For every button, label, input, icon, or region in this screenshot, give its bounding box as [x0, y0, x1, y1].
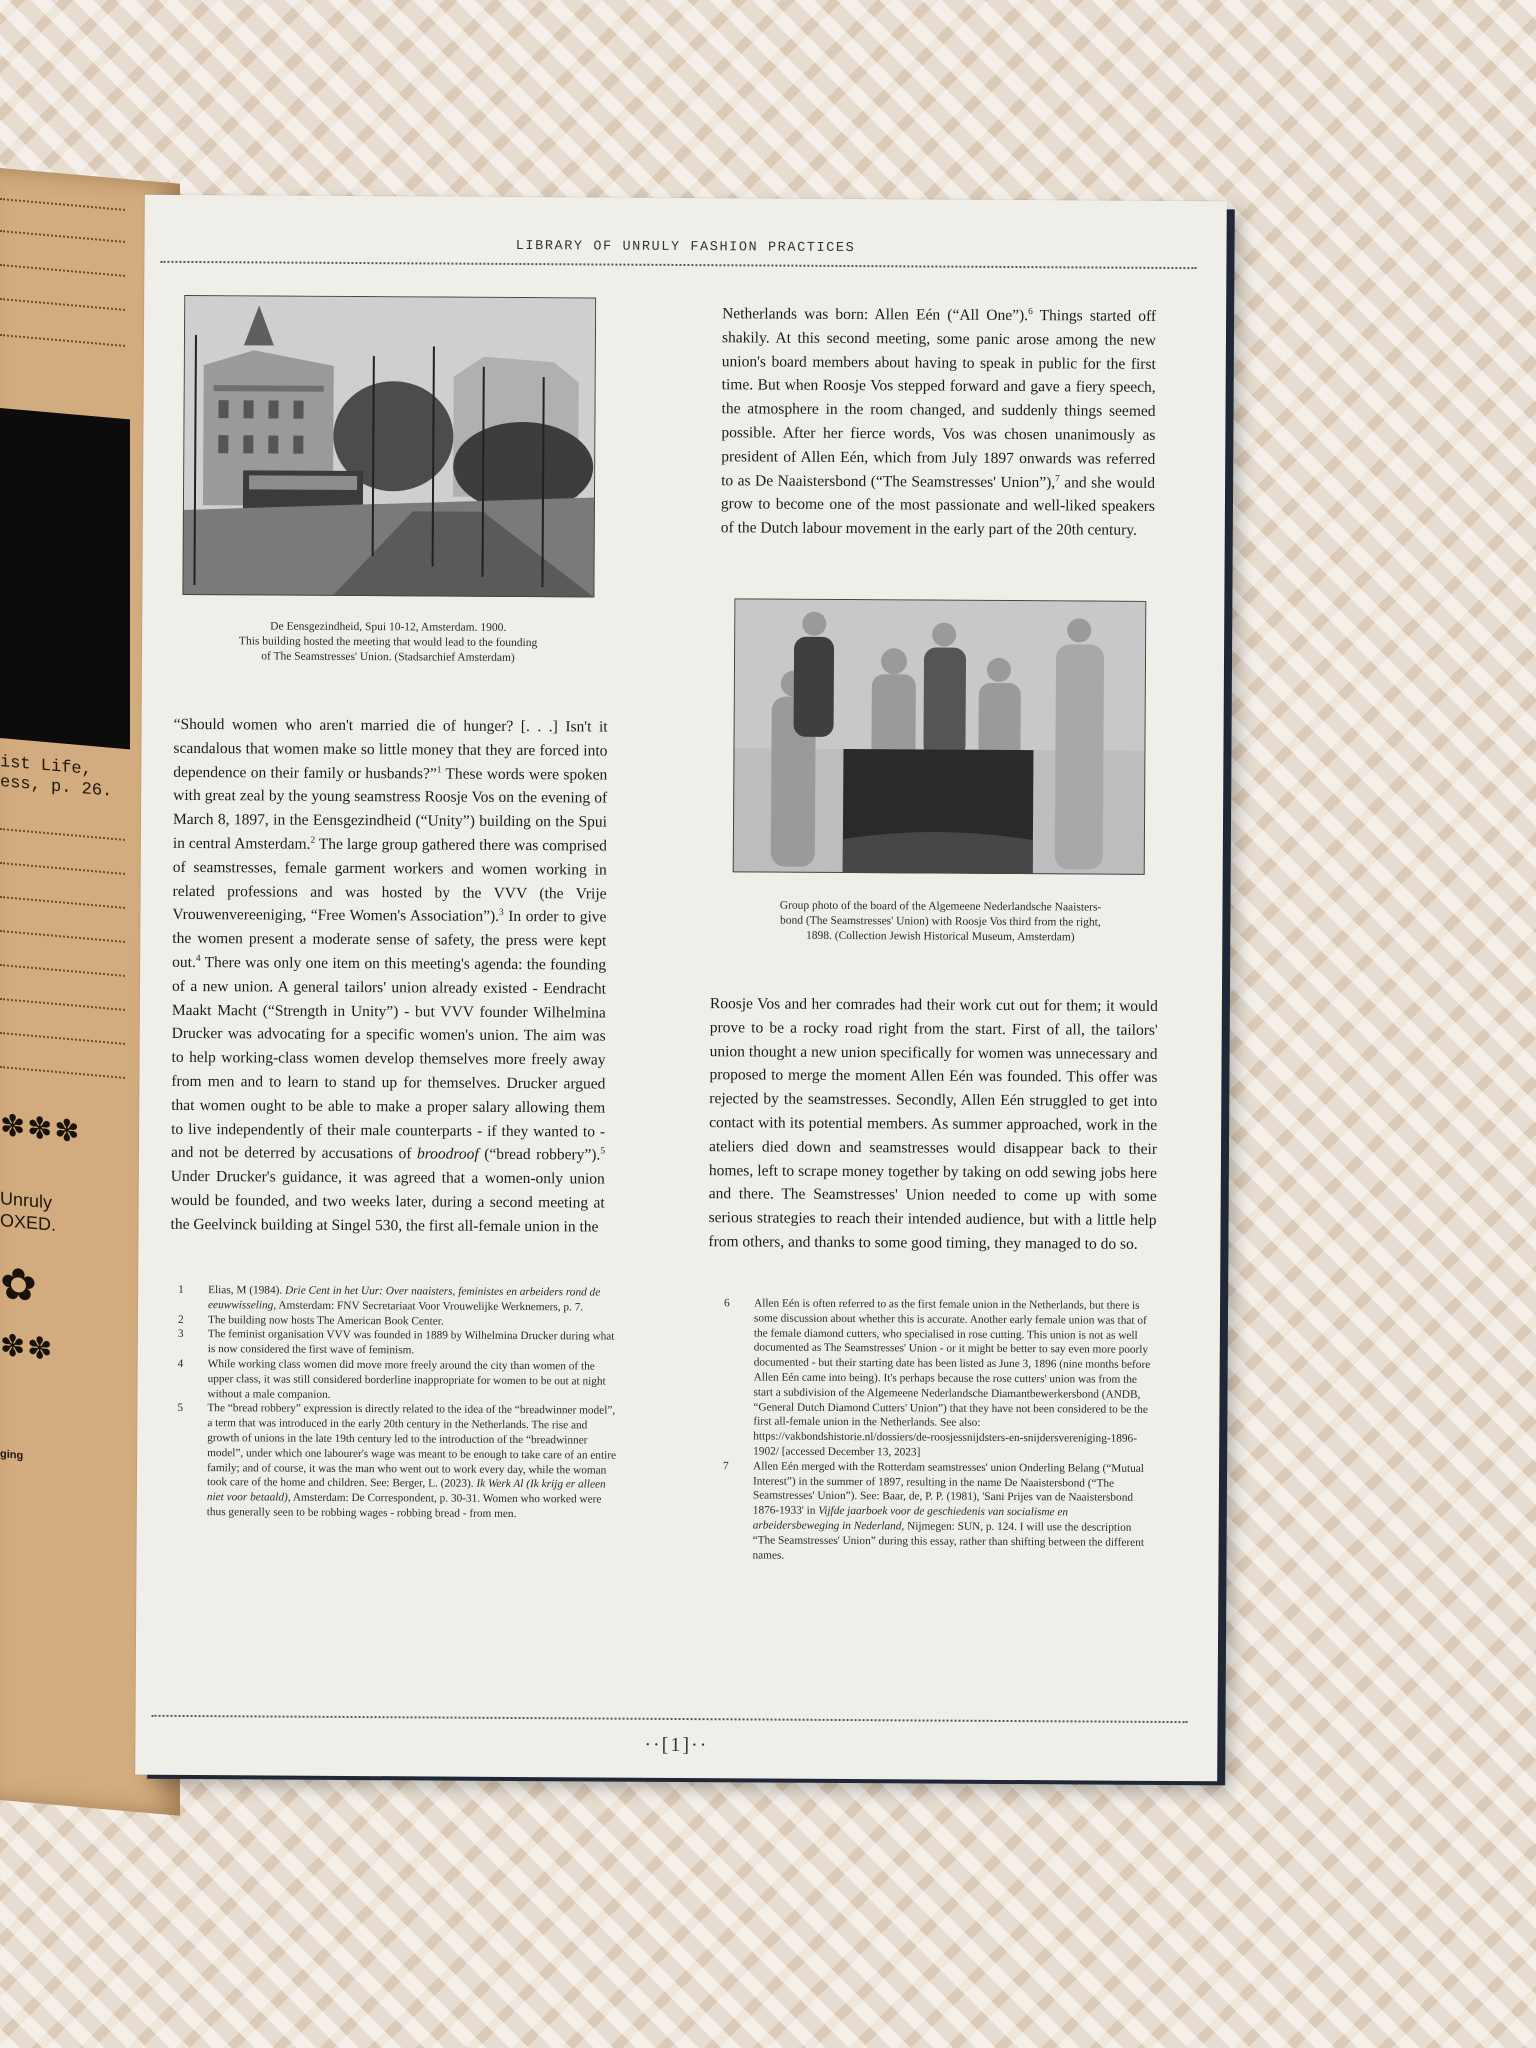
article-paragraph: Roosje Vos and her comrades had their work cut out for them; it would prove to be a rocky road right from the start. First of all, the tailors' union thought a new union specifically for women was unnecessary and proposed to merge the moment Allen Eén was founded. This offer was rejected by the seamstresses. Secondly, Allen Eén struggled to get into contact with its potential members. As summer approached, work in the ateliers died down and seamstresses would disappear back to their homes, left to scrape money together by taking on odd sewing jobs here and there. The Seamstresses' Union needed to come up with some serious strategies to reach their intended audience, but with a little help from others, and thanks to some good timing, they managed to do so.: [708, 995, 1158, 1253]
article-body-left: [170, 713, 607, 1239]
footnote-number: 1: [178, 1283, 184, 1296]
figure-caption: [720, 898, 1160, 946]
figure-caption: [182, 619, 594, 667]
illustration-icon: ✿: [0, 1259, 39, 1312]
divider: [0, 998, 125, 1011]
footnote-number: 7: [723, 1460, 729, 1473]
ornament-icon: ✽✽: [0, 1329, 55, 1367]
dark-image-block: [0, 408, 130, 749]
footnote-number: 2: [177, 1313, 184, 1326]
footnote-number: 6: [724, 1297, 730, 1310]
footnote-ref: 1: [436, 764, 442, 775]
article-paragraph: Netherlands was born: Allen Eén (“All One”).$^6$ Things started off shakily. At this second meeting, some panic arose among the new union's board members about having to speak in public for the first time. But when Roosje Vos stepped forward and gave a fiery speech, the atmosphere in the room changed, and suddenly things seemed possible. After her fierce words, Vos was chosen unanimously as president of Allen Eén, which from July 1897 onwards was referred to as De Naaistersbond (“The Seamstresses' Union”),$^7$ and she would grow to become one of the most passionate and well-liked speakers of the Dutch labour movement in the early part of the 20th century.: [720, 305, 1157, 539]
left-page-text: ist Life,: [0, 753, 92, 781]
footnote: 3 The feminist organisation VVV was founded in 1889 by Wilhelmina Drucker during what is now considered the first wave of feminism.: [177, 1328, 615, 1357]
caption-line: of The Seamstresses' Union. (Stadsarchief Amsterdam): [261, 650, 515, 664]
divider: [152, 1715, 1188, 1723]
footnote-ref: 3: [499, 908, 504, 919]
footnote-number: 4: [177, 1357, 184, 1370]
article-paragraph: “Should women who aren't married die of hunger? [. . .] Isn't it scandalous that women make so little money that they are forced into dependence on their family or husbands?”$^1$ These words were spoken with great zeal by the young seamstress Roosje Vos on the evening of March 8, 1897, in the Eensgezindheid (“Unity”) building on the Spui in central Amsterdam.$^2$ The large group gathered there was comprised of seamstresses, female garment workers and women working in related professions and was hosted by the VVV (the Vrije Vrouwenvereeniging, “Free Women's Association”).$^3$ In order to give the women present a moderate sense of safety, the press were kept out.$^4$ There was only one item on this meeting's agenda: the founding of a new union. A general tailors' union already existed - Eendracht Maakt Macht (“Strength in Unity”) - but VVV founder Wilhelmina Drucker was advocating for a specific women's union. The aim was to help working-class women develop themselves more freely away from men and to learn to stand up for themselves. Drucker argued that women ought to be able to make a proper salary allowing them to live independently of their male counterparts - if they wanted to - and not be deterred by accusations of broodroof (“bread robbery”).$^5$ Under Drucker's guidance, it was agreed that a women-only union would be founded, and two weeks later, during a second meeting at the Geelvinck building at Singel 530, the first all-female union in the: [170, 715, 608, 1236]
divider: [0, 334, 125, 347]
caption-line: De Eensgezindheid, Spui 10-12, Amsterdam. 1900.: [270, 620, 507, 634]
divider: [0, 964, 125, 977]
page-number: ··[1]··: [644, 1733, 709, 1757]
footnote: 4 While working class women did move more freely around the city than women of the upper class, it was still considered borderline inappropriate for women to be out at night without a male companion.: [177, 1357, 606, 1401]
left-page-text: ging: [0, 1448, 24, 1463]
building-photo: [182, 295, 596, 598]
divider: [160, 261, 1196, 269]
ornament-icon: ✽✽✽: [0, 1109, 82, 1150]
divider: [0, 298, 125, 311]
article-body-right: [721, 302, 1156, 543]
divider: [0, 198, 125, 211]
caption-line: This building hosted the meeting that would lead to the founding: [238, 635, 538, 650]
left-page-text: OXED.: [0, 1210, 57, 1235]
footnote-number: 3: [177, 1328, 184, 1341]
footnote: 2 The building now hosts The American Book Center.: [177, 1313, 444, 1328]
footnote-ref: 4: [195, 953, 201, 964]
footnotes-left: [177, 1283, 618, 1522]
divider: [0, 1032, 125, 1045]
footnote-ref: 2: [310, 835, 316, 846]
divider: [0, 930, 125, 943]
divider: [0, 828, 125, 841]
caption-line: bond (The Seamstresses' Union) with Roosje Vos third from the right,: [780, 914, 1101, 929]
footnote-ref: 5: [600, 1146, 606, 1157]
footnote-number: 5: [177, 1402, 184, 1415]
footnote-ref: 7: [1055, 473, 1060, 484]
running-head: LIBRARY OF UNRULY FASHION PRACTICES: [515, 238, 856, 257]
footnote: 7 Allen Eén merged with the Rotterdam seamstresses' union Onderling Belang (“Mutual Interest”) in the summer of 1897, resulting in the name De Naaistersbond (“The Seamstresses' Union”). See: Baar, de, P. P. (1981), 'Sani Prijes van de Naaistersbond 1876-1933' in Vijfde jaarboek voor de geschiedenis van socialisme en arbeidersbeweging in Nederland, Nijmegen: SUN, p. 124. I will use the description “The Seamstresses' Union” during this essay, rather than shifting between the different names.: [723, 1460, 1145, 1562]
divider: [0, 230, 125, 243]
divider: [0, 862, 125, 875]
left-page-text: Unruly: [0, 1188, 53, 1213]
divider: [0, 896, 125, 909]
footnote: 5 The “bread robbery” expression is directly related to the idea of the “breadwinner model”, a term that was introduced in the early 20th century in the Netherlands. The rise and growth of unions in the late 19th century led to the introduction of the “breadwinner model”, under which one labourer's wage was meant to be enough to take care of an entire family; and of course, it was the man who went out to work every day, while the woman took care of the home and children. See: Berger, L. (2023). Ik Werk Al (Ik krijg er alleen niet voor betaald), Amsterdam: De Correspondent, p. 30-31. Women who worked were thus generally seen to be robbing wages - robbing bread - from men.: [177, 1402, 617, 1520]
caption-line: 1898. (Collection Jewish Historical Museum, Amsterdam): [805, 929, 1075, 944]
divider: [0, 264, 125, 277]
article-body-right-continued: [708, 992, 1158, 1256]
left-page-text: ess, p. 26.: [0, 773, 113, 802]
footnotes-right: [722, 1296, 1154, 1565]
footnote: 1 Elias, M (1984). Drie Cent in het Uur: Over naaisters, feministes en arbeiders rond de eeuwwisseling, Amsterdam: FNV Secretariaat Voor Vrouwelijke Werknemers, p. 7.: [178, 1283, 601, 1314]
footnote-ref: 6: [1028, 306, 1033, 317]
group-photo: [733, 598, 1147, 875]
footnote: 6 Allen Eén is often referred to as the first female union in the Netherlands, but there is some discussion about whether this is accurate. Another early female union was that of the female diamond cutters, who specialised in rose cutting. This union is not as well documented as The Seamstresses' Union - or it might be better to say even more poorly documented - but their starting date has been listed as June 3, 1896 (nine months before Allen Eén came into being). It's perhaps because the rose cutters' union was from the start a subdivision of the Algemeene Nederlandsche Diamantbewerkersbond (ANDB, “General Dutch Diamond Cutters' Union”) that they have not been considered to be the first all-female union in the Netherlands. See also: https://vakbondshistorie.nl/dossiers/de-roosjessnijdsters-en-snijdersvereniging-1896-1902/ [accessed December 13, 2023]: [724, 1297, 1151, 1459]
divider: [0, 1066, 125, 1079]
magazine-page: [135, 195, 1227, 1782]
caption-line: Group photo of the board of the Algemeene Nederlandsche Naaisters-: [779, 899, 1102, 914]
